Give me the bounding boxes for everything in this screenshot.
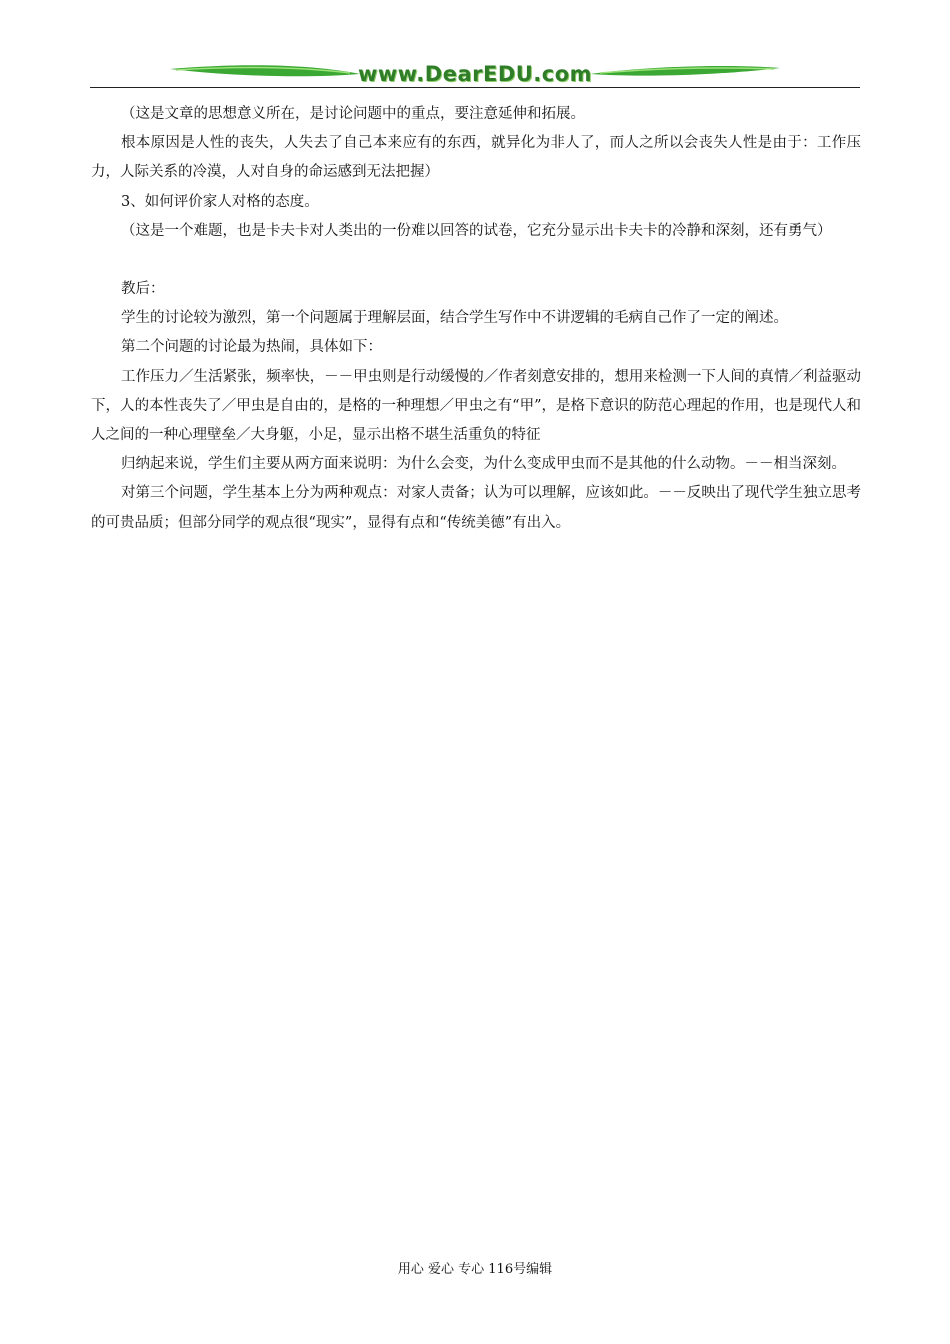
paragraph-question-three: 3、如何评价家人对格的态度。 — [121, 193, 319, 210]
section-heading-after-teaching: 教后： — [121, 281, 165, 298]
paragraph-discussion-third: 对第三个问题，学生基本上分为两种观点：对家人责备；认为可以理解，应该如此。－－反映出了现代学生独立思考的可贵品质；但部分同学的观点很“现实”，显得有点和“传统美德”有出入。 — [91, 485, 861, 531]
paragraph-summary: 归纳起来说，学生们主要从两方面来说明：为什么会变，为什么变成甲虫而不是其他的什么动物。－－相当深刻。 — [121, 456, 846, 473]
paragraph-discussion-second-details: 工作压力／生活紧张，频率快，－－甲虫则是行动缓慢的／作者刻意安排的，想用来检测一下人间的真情／利益驱动下，人的本性丧失了／甲虫是自由的，是格的一种理想／甲虫之有“甲”，是格下意识的防范心理起的作用，也是现代人和人之间的一种心理壁垒／大身躯，小足，显示出格不堪生活重负的特征 — [91, 368, 861, 444]
page-footer: 用心 爱心 专心 116号编辑 — [397, 1262, 553, 1277]
site-logo-text: www.DearEDU.com — [357, 62, 593, 86]
page-header — [90, 60, 860, 90]
paragraph-root-cause: 根本原因是人性的丧失，人失去了自己本来应有的东西，就异化为非人了，而人之所以会丧失人性是由于：工作压力，人际关系的冷漠，人对自身的命运感到无法把握） — [91, 135, 861, 181]
document-body — [91, 100, 861, 538]
paragraph-note-difficulty: （这是一个难题，也是卡夫卡对人类出的一份难以回答的试卷，它充分显示出卡夫卡的冷静和深刻，还有勇气） — [121, 222, 832, 239]
paragraph-discussion-second-intro: 第二个问题的讨论最为热闹，具体如下： — [121, 339, 382, 356]
paragraph-discussion-first: 学生的讨论较为激烈，第一个问题属于理解层面，结合学生写作中不讲逻辑的毛病自己作了一定的阐述。 — [121, 310, 788, 327]
blank-line — [91, 246, 861, 275]
header-divider — [90, 87, 860, 88]
paragraph-note-significance: （这是文章的思想意义所在，是讨论问题中的重点，要注意延伸和拓展。 — [121, 106, 585, 122]
